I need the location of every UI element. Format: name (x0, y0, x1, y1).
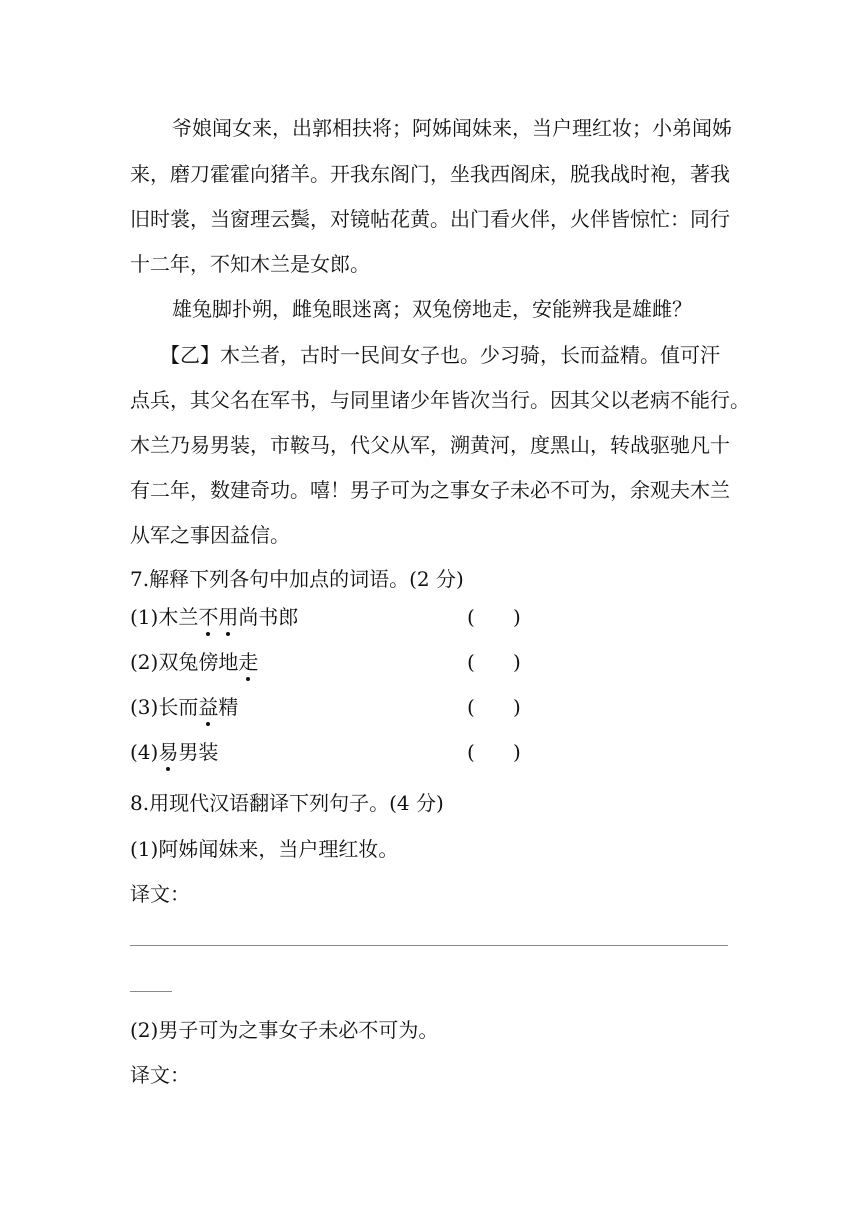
question-7-item-4 (130, 742, 218, 762)
question-7-item-3 (130, 697, 238, 717)
item-text: 尚书郎 (238, 605, 299, 629)
passage-yi-line-5: 从军之事因益信。 (130, 523, 290, 547)
passage-yi-line-1: 【乙】木兰者，古时一民间女子也。少习骑，长而益精。值可汗 (160, 343, 720, 367)
answer-blank-1[interactable]: ( ) (467, 605, 521, 629)
passage-jia-last-para: 雄兔脚扑朔，雌兔眼迷离；双兔傍地走，安能辨我是雄雌？ (172, 297, 692, 321)
dotted-word: 益 (198, 695, 219, 719)
passage-jia-line-3: 旧时裳，当窗理云鬓，对镜帖花黄。出门看火伴，火伴皆惊忙：同行 (130, 207, 730, 231)
answer-line-1[interactable] (130, 945, 728, 946)
passage-jia-line-2: 来，磨刀霍霍向猪羊。开我东阁门，坐我西阁床，脱我战时袍，著我 (130, 162, 730, 186)
question-7-item-1 (130, 607, 298, 627)
item-text: (1)木兰 (130, 605, 199, 629)
question-7-item-2 (130, 652, 258, 672)
answer-line-1-continued[interactable] (130, 991, 172, 992)
item-text: 男装 (178, 740, 219, 764)
passage-jia-line-1: 爷娘闻女来，出郭相扶将；阿姊闻妹来，当户理红妆；小弟闻姊 (172, 116, 732, 140)
item-text: (3)长而 (130, 695, 199, 719)
dotted-word: 易 (158, 740, 179, 764)
question-8-sentence-2: (2)男子可为之事女子未必不可为。 (130, 1018, 439, 1042)
dotted-word: 用 (218, 605, 239, 629)
passage-yi-line-2: 点兵，其父名在军书，与同里诸少年皆次当行。因其父以老病不能行。 (130, 388, 750, 412)
question-8-prompt: 8.用现代汉语翻译下列句子。(4 分) (130, 791, 444, 815)
passage-yi-line-3: 木兰乃易男装，市鞍马，代父从军，溯黄河，度黑山，转战驱驰凡十 (130, 433, 730, 457)
answer-blank-2[interactable]: ( ) (467, 650, 521, 674)
dotted-word: 不 (198, 605, 219, 629)
answer-label-1: 译文： (130, 882, 190, 906)
question-8-sentence-1: (1)阿姊闻妹来，当户理红妆。 (130, 837, 399, 861)
dotted-word: 走 (238, 650, 259, 674)
passage-jia-line-4: 十二年，不知木兰是女郎。 (130, 252, 370, 276)
item-text: (2)双兔傍地 (130, 650, 239, 674)
passage-yi-line-4: 有二年，数建奇功。嘻！男子可为之事女子未必不可为，余观夫木兰 (130, 478, 730, 502)
item-text: 精 (218, 695, 239, 719)
question-7-prompt: 7.解释下列各句中加点的词语。(2 分) (130, 567, 464, 591)
answer-label-2: 译文： (130, 1063, 190, 1087)
item-text: (4) (130, 740, 159, 764)
answer-blank-4[interactable]: ( ) (467, 740, 521, 764)
answer-blank-3[interactable]: ( ) (467, 695, 521, 719)
